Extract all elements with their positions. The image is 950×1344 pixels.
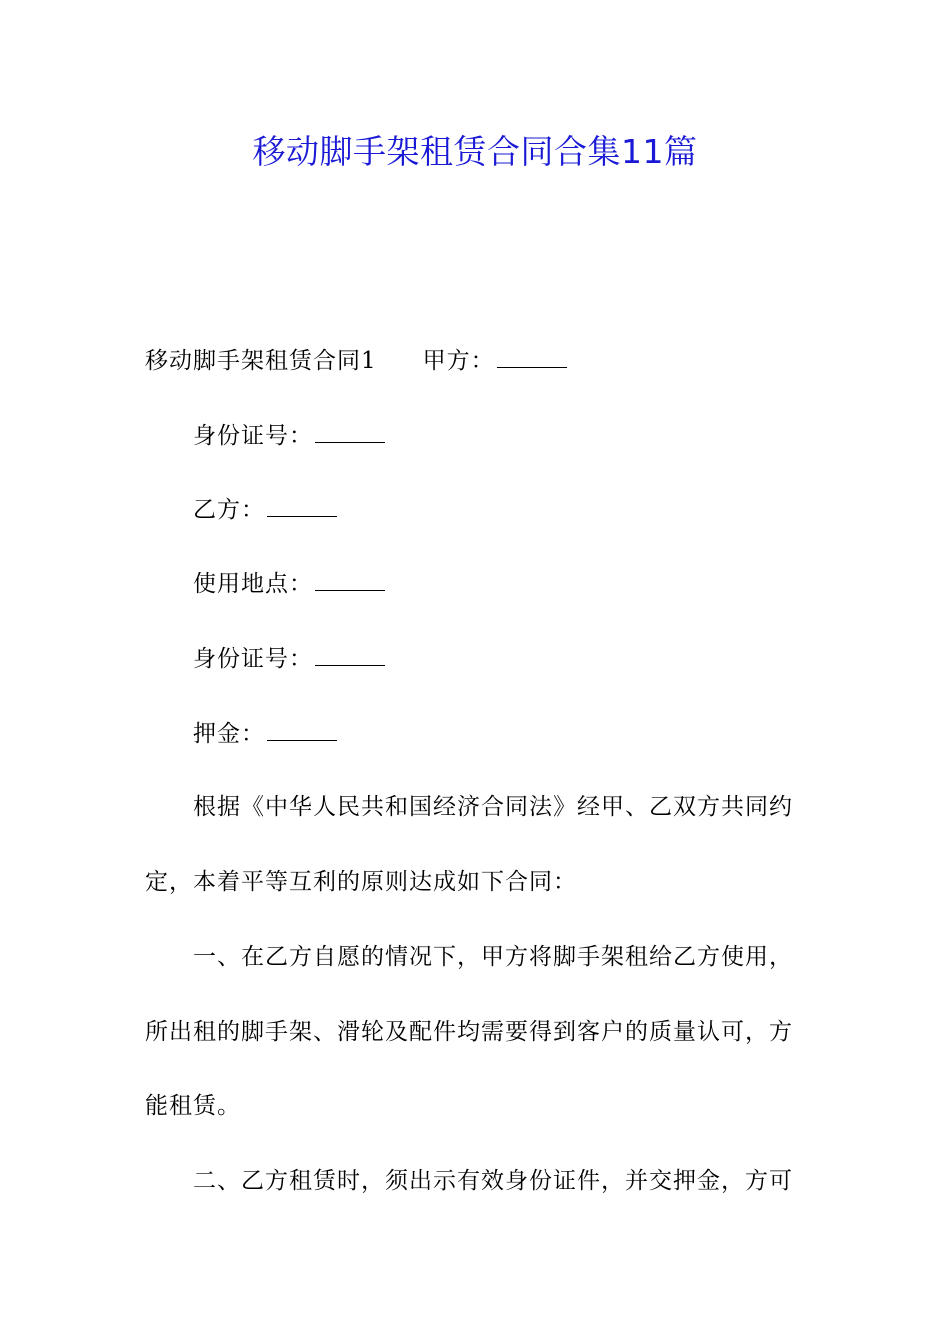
id-number-line-1: [193, 418, 385, 453]
party-b-label: 乙方：: [193, 497, 265, 523]
paragraph-2-line-2: 所出租的脚手架、滑轮及配件均需要得到客户的质量认可，方: [145, 1019, 793, 1045]
contract-heading-line: [145, 343, 567, 378]
paragraph-3-line-1: 二、乙方租赁时，须出示有效身份证件，并交押金，方可: [193, 1168, 793, 1194]
id-number-blank: [315, 418, 385, 443]
party-a-blank: [497, 343, 567, 368]
location-blank: [315, 566, 385, 591]
paragraph-2-line-3: 能租赁。: [145, 1093, 241, 1119]
deposit-blank: [267, 716, 337, 741]
party-a-label: 甲方：: [422, 348, 495, 374]
deposit-line: [193, 716, 337, 751]
contract-heading: 移动脚手架租赁合同1: [145, 348, 377, 374]
id-number-blank: [315, 641, 385, 666]
party-b-blank: [267, 492, 337, 517]
id-number-label: 身份证号：: [193, 423, 313, 449]
paragraph-1-line-1: 根据《中华人民共和国经济合同法》经甲、乙双方共同约: [193, 794, 793, 820]
id-number-label: 身份证号：: [193, 646, 313, 672]
location-label: 使用地点：: [193, 571, 313, 597]
id-number-line-2: [193, 641, 385, 676]
location-line: [193, 566, 385, 601]
deposit-label: 押金：: [193, 721, 265, 747]
party-b-line: [193, 492, 337, 527]
paragraph-1-line-2: 定，本着平等互利的原则达成如下合同：: [145, 869, 577, 895]
document-title: 移动脚手架租赁合同合集11篇: [252, 132, 698, 171]
paragraph-2-line-1: 一、在乙方自愿的情况下，甲方将脚手架租给乙方使用，: [193, 944, 793, 970]
